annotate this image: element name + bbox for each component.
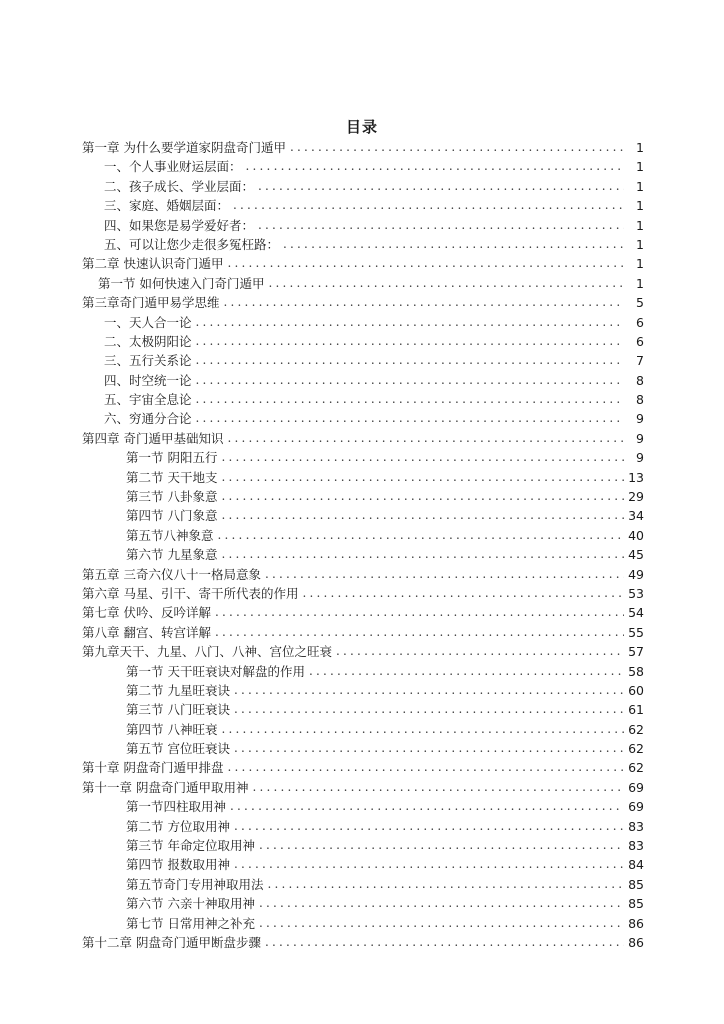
- toc-entry-label: 第三章奇门遁甲易学思维: [82, 295, 220, 311]
- toc-entry-label: 第三节 年命定位取用神: [126, 838, 255, 854]
- toc-entry[interactable]: [82, 448, 644, 467]
- toc-page-number: 69: [628, 799, 644, 815]
- toc-entry-label: 第五章 三奇六仪八十一格局意象: [82, 566, 261, 582]
- toc-entry[interactable]: [82, 293, 644, 312]
- toc-entry[interactable]: [82, 759, 644, 778]
- toc-dot-leader: [219, 487, 624, 506]
- toc-entry-label: 四、如果您是易学爱好者：: [104, 217, 255, 233]
- toc-page-number: 29: [628, 489, 644, 505]
- toc-entry[interactable]: [82, 390, 644, 409]
- toc-entry[interactable]: [82, 177, 644, 196]
- toc-page-number: 1: [636, 256, 644, 272]
- toc-entry[interactable]: [82, 506, 644, 525]
- toc-dot-leader: [232, 739, 624, 758]
- toc-entry-label: 一、天人合一论: [104, 314, 192, 330]
- toc-page-number: 1: [636, 198, 644, 214]
- toc-dot-leader: [257, 836, 624, 855]
- toc-entry-label: 第一章 为什么要学道家阴盘奇门遁甲: [82, 139, 286, 155]
- toc-page-number: 60: [628, 682, 644, 698]
- toc-dot-leader: [257, 894, 624, 913]
- toc-entry-label: 一、个人事业财运层面：: [104, 159, 242, 175]
- toc-page-number: 8: [636, 372, 644, 388]
- toc-page-number: 62: [628, 721, 644, 737]
- toc-dot-leader: [232, 681, 624, 700]
- toc-dot-leader: [219, 720, 624, 739]
- toc-page-number: 83: [628, 838, 644, 854]
- toc-dot-leader: [250, 778, 624, 797]
- toc-page-number: 57: [628, 644, 644, 660]
- toc-entry[interactable]: [82, 720, 644, 739]
- toc-entry[interactable]: [82, 875, 644, 894]
- toc-entry-label: 第九章天干、九星、八门、八神、宫位之旺衰: [82, 644, 333, 660]
- toc-entry[interactable]: [82, 700, 644, 719]
- toc-entry[interactable]: [82, 429, 644, 448]
- toc-page-number: 40: [628, 527, 644, 543]
- toc-dot-leader: [213, 623, 624, 642]
- toc-page-number: 9: [636, 430, 644, 446]
- toc-page-number: 1: [636, 236, 644, 252]
- toc-page-number: 85: [628, 896, 644, 912]
- toc-page-number: 1: [636, 217, 644, 233]
- toc-entry[interactable]: [82, 526, 644, 545]
- toc-dot-leader: [256, 216, 624, 235]
- toc-page-number: 6: [636, 314, 644, 330]
- toc-page-number: 1: [636, 159, 644, 175]
- toc-entry[interactable]: [82, 274, 644, 293]
- toc-entry[interactable]: [82, 235, 644, 254]
- toc-entry-label: 二、孩子成长、学业层面：: [104, 178, 255, 194]
- toc-dot-leader: [244, 157, 624, 176]
- toc-entry[interactable]: [82, 332, 644, 351]
- toc-page-number: 53: [628, 585, 644, 601]
- toc-entry[interactable]: [82, 313, 644, 332]
- toc-page-number: 86: [628, 915, 644, 931]
- toc-dot-leader: [225, 429, 624, 448]
- toc-dot-leader: [216, 526, 624, 545]
- toc-entry-label: 第三节 八门旺衰诀: [126, 702, 230, 718]
- toc-entry-label: 第一节 阴阳五行: [126, 450, 218, 466]
- toc-entry[interactable]: [82, 254, 644, 273]
- toc-dot-leader: [256, 177, 624, 196]
- toc-dot-leader: [225, 254, 624, 273]
- toc-entry-label: 第一节 如何快速入门奇门遁甲: [98, 275, 265, 291]
- toc-entry-label: 第四节 八门象意: [126, 508, 218, 524]
- toc-page-number: 86: [628, 935, 644, 950]
- toc-entry-label: 第七节 日常用神之补充: [126, 915, 255, 931]
- toc-entry[interactable]: [82, 681, 644, 700]
- toc-entry-label: 第五节 宫位旺衰诀: [126, 741, 230, 757]
- toc-page-number: 1: [636, 275, 644, 291]
- toc-page-number: 5: [636, 295, 644, 311]
- toc-entry[interactable]: [82, 196, 644, 215]
- toc-dot-leader: [228, 797, 624, 816]
- toc-dot-leader: [257, 914, 624, 933]
- toc-entry-label: 第六节 六亲十神取用神: [126, 896, 255, 912]
- toc-entry[interactable]: [82, 739, 644, 758]
- toc-entry-label: 第八章 翻宫、转宫详解: [82, 624, 211, 640]
- toc-dot-leader: [194, 371, 624, 390]
- toc-dot-leader: [194, 409, 624, 428]
- toc-entry-label: 第一节四柱取用神: [126, 799, 227, 815]
- toc-entry-label: 第五节八神象意: [126, 527, 214, 543]
- toc-dot-leader: [194, 390, 624, 409]
- toc-entry-label: 第一节 天干旺衰诀对解盘的作用: [126, 663, 305, 679]
- toc-entry-label: 第二节 天干地支: [126, 469, 218, 485]
- toc-entry-label: 第十二章 阴盘奇门遁甲断盘步骤: [82, 935, 261, 950]
- toc-page-number: 83: [628, 818, 644, 834]
- toc-page-number: 6: [636, 333, 644, 349]
- toc-entry[interactable]: [82, 855, 644, 874]
- toc-dot-leader: [219, 468, 624, 487]
- toc-page-number: 1: [636, 178, 644, 194]
- toc-entry[interactable]: [82, 157, 644, 176]
- toc-dot-leader: [263, 565, 624, 584]
- toc-entry-label: 五、可以让您少走很多冤枉路：: [104, 236, 280, 252]
- toc-dot-leader: [300, 584, 624, 603]
- toc-page-number: 54: [628, 605, 644, 621]
- toc-entry-label: 第七章 伏吟、反吟详解: [82, 605, 211, 621]
- toc-page-number: 8: [636, 392, 644, 408]
- toc-entry[interactable]: [82, 351, 644, 370]
- toc-dot-leader: [263, 933, 624, 952]
- toc-dot-leader: [194, 332, 624, 351]
- toc-dot-leader: [213, 603, 624, 622]
- toc-dot-leader: [225, 759, 624, 778]
- toc-entry-label: 第十一章 阴盘奇门遁甲取用神: [82, 779, 249, 795]
- toc-page-number: 58: [628, 663, 644, 679]
- toc-page-number: 62: [628, 741, 644, 757]
- toc-entry-label: 第五节奇门专用神取用法: [126, 876, 264, 892]
- toc-entry[interactable]: [82, 623, 644, 642]
- toc-entry[interactable]: [82, 216, 644, 235]
- toc-dot-leader: [307, 662, 624, 681]
- toc-entry[interactable]: [82, 797, 644, 816]
- toc-entry[interactable]: [82, 662, 644, 681]
- toc-entry[interactable]: [82, 584, 644, 603]
- toc-entry[interactable]: [82, 138, 644, 157]
- toc-entry[interactable]: [82, 933, 644, 952]
- toc-page-number: 84: [628, 857, 644, 873]
- toc-dot-leader: [219, 506, 624, 525]
- toc-page-number: 13: [628, 469, 644, 485]
- toc-entry[interactable]: [82, 565, 644, 584]
- toc-page-number: 45: [628, 547, 644, 563]
- toc-dot-leader: [232, 817, 624, 836]
- toc-entry-label: 三、家庭、婚姻层面：: [104, 198, 230, 214]
- toc-dot-leader: [334, 642, 624, 661]
- toc-page-number: 7: [636, 353, 644, 369]
- toc-entry-label: 二、太极阴阳论: [104, 333, 192, 349]
- toc-entry[interactable]: [82, 836, 644, 855]
- toc-entry[interactable]: [82, 914, 644, 933]
- toc-entry-label: 六、穷通分合论: [104, 411, 192, 427]
- toc-page-number: 9: [636, 411, 644, 427]
- toc-entry[interactable]: [82, 409, 644, 428]
- toc-dot-leader: [194, 351, 624, 370]
- toc-entry[interactable]: [82, 487, 644, 506]
- toc-entry-label: 第四节 报数取用神: [126, 857, 230, 873]
- toc-entry-label: 五、宇宙全息论: [104, 392, 192, 408]
- toc-dot-leader: [194, 313, 624, 332]
- toc-list: [82, 138, 644, 952]
- toc-entry-label: 第四章 奇门遁甲基础知识: [82, 430, 224, 446]
- toc-entry-label: 第六章 马星、引干、寄干所代表的作用: [82, 585, 299, 601]
- toc-entry-label: 第三节 八卦象意: [126, 489, 218, 505]
- toc-entry-label: 第十章 阴盘奇门遁甲排盘: [82, 760, 224, 776]
- toc-entry[interactable]: [82, 894, 644, 913]
- toc-page-number: 49: [628, 566, 644, 582]
- toc-page-number: 34: [628, 508, 644, 524]
- toc-entry-label: 第二节 方位取用神: [126, 818, 230, 834]
- toc-entry-label: 第二节 九星旺衰诀: [126, 682, 230, 698]
- toc-entry-label: 第六节 九星象意: [126, 547, 218, 563]
- toc-entry[interactable]: [82, 778, 644, 797]
- toc-page-number: 69: [628, 779, 644, 795]
- toc-entry[interactable]: [82, 371, 644, 390]
- toc-entry-label: 第四节 八神旺衰: [126, 721, 218, 737]
- toc-title: 目录: [345, 118, 378, 136]
- toc-dot-leader: [232, 855, 624, 874]
- toc-page-number: 9: [636, 450, 644, 466]
- toc-dot-leader: [266, 274, 624, 293]
- toc-entry[interactable]: [82, 817, 644, 836]
- toc-dot-leader: [219, 545, 624, 564]
- toc-page-number: 1: [636, 139, 644, 155]
- toc-entry-label: 四、时空统一论: [104, 372, 192, 388]
- toc-entry-label: 三、五行关系论: [104, 353, 192, 369]
- toc-entry[interactable]: [82, 545, 644, 564]
- toc-page-number: 61: [628, 702, 644, 718]
- toc-page-number: 62: [628, 760, 644, 776]
- toc-entry[interactable]: [82, 468, 644, 487]
- toc-page-number: 55: [628, 624, 644, 640]
- toc-dot-leader: [222, 293, 624, 312]
- toc-entry[interactable]: [82, 603, 644, 622]
- toc-dot-leader: [266, 875, 624, 894]
- toc-dot-leader: [281, 235, 624, 254]
- toc-dot-leader: [231, 196, 624, 215]
- toc-entry-label: 第二章 快速认识奇门遁甲: [82, 256, 224, 272]
- toc-entry[interactable]: [82, 642, 644, 661]
- toc-dot-leader: [219, 448, 624, 467]
- toc-page-number: 85: [628, 876, 644, 892]
- toc-dot-leader: [288, 138, 624, 157]
- toc-dot-leader: [232, 700, 624, 719]
